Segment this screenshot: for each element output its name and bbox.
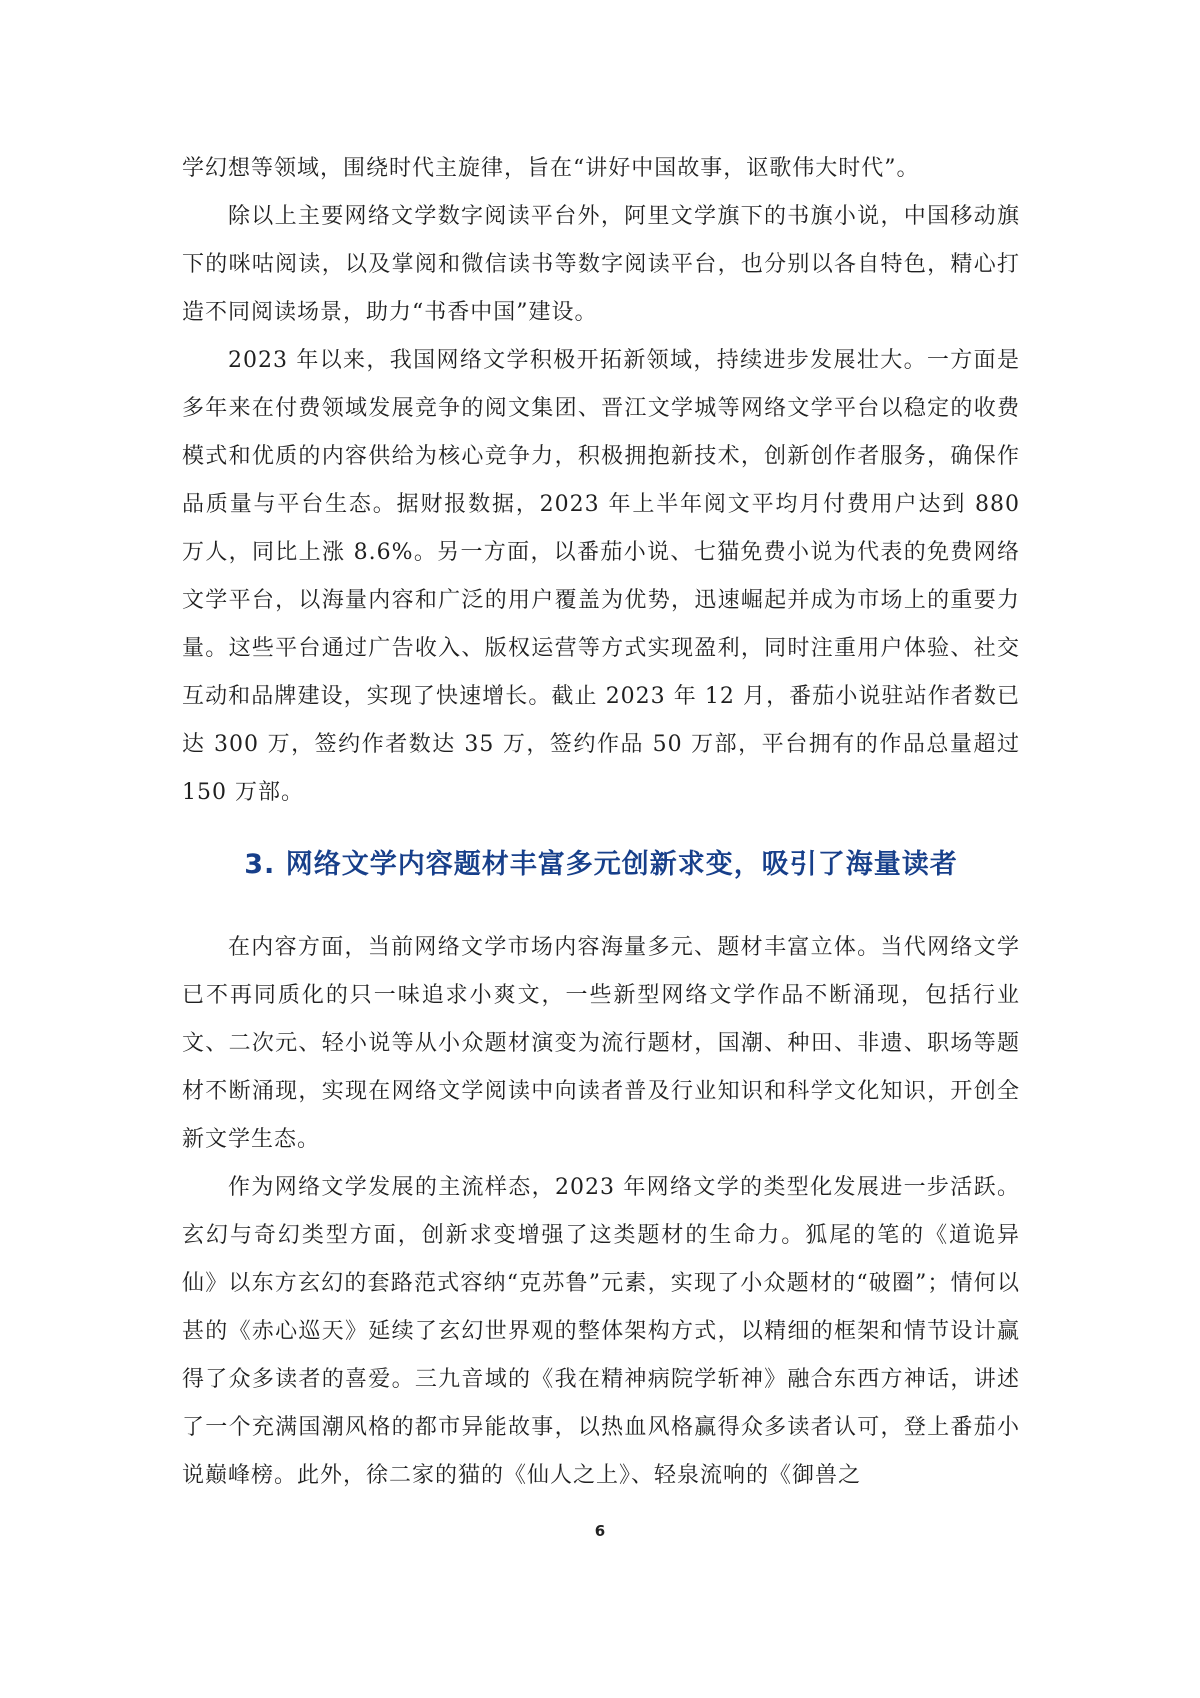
body-text-bottom	[182, 924, 1020, 1500]
paragraph-content-diversity: 在内容方面，当前网络文学市场内容海量多元、题材丰富立体。当代网络文学已不再同质化的只一味追求小爽文，一些新型网络文学作品不断涌现，包括行业文、二次元、轻小说等从小众题材演变为流行题材，国潮、种田、非遗、职场等题材不断涌现，实现在网络文学阅读中向读者普及行业知识和科学文化知识，开创全新文学生态。	[182, 935, 1020, 1152]
page-number: 6	[594, 1522, 606, 1540]
section-heading: 3. 网络文学内容题材丰富多元创新求变，吸引了海量读者	[244, 849, 958, 880]
body-text-top	[182, 145, 1020, 817]
paragraph-genre-development: 作为网络文学发展的主流样态，2023 年网络文学的类型化发展进一步活跃。玄幻与奇幻类型方面，创新求变增强了这类题材的生命力。狐尾的笔的《道诡异仙》以东方玄幻的套路范式容纳“克苏鲁”元素，实现了小众题材的“破圈”；情何以甚的《赤心巡天》延续了玄幻世界观的整体架构方式，以精细的框架和情节设计赢得了众多读者的喜爱。三九音域的《我在精神病院学斩神》融合东西方神话，讲述了一个充满国潮风格的都市异能故事，以热血风格赢得众多读者认可，登上番茄小说巅峰榜。此外，徐二家的猫的《仙人之上》、轻泉流响的《御兽之	[182, 1175, 1020, 1488]
paragraph-platforms: 除以上主要网络文学数字阅读平台外，阿里文学旗下的书旗小说，中国移动旗下的咪咕阅读，以及掌阅和微信读书等数字阅读平台，也分别以各自特色，精心打造不同阅读场景，助力“书香中国”建设。	[182, 204, 1020, 325]
paragraph-continuation: 学幻想等领域，围绕时代主旋律，旨在“讲好中国故事，讴歌伟大时代”。	[182, 156, 920, 181]
paragraph-2023-development: 2023 年以来，我国网络文学积极开拓新领域，持续进步发展壮大。一方面是多年来在付费领域发展竞争的阅文集团、晋江文学城等网络文学平台以稳定的收费模式和优质的内容供给为核心竞争力，积极拥抱新技术，创新创作者服务，确保作品质量与平台生态。据财报数据，2023 年上半年阅文平均月付费用户达到 880 万人，同比上涨 8.6%。另一方面，以番茄小说、七猫免费小说为代表的免费网络文学平台，以海量内容和广泛的用户覆盖为优势，迅速崛起并成为市场上的重要力量。这些平台通过广告收入、版权运营等方式实现盈利，同时注重用户体验、社交互动和品牌建设，实现了快速增长。截止 2023 年 12 月，番茄小说驻站作者数已达 300 万，签约作者数达 35 万，签约作品 50 万部，平台拥有的作品总量超过 150 万部。	[182, 348, 1020, 805]
